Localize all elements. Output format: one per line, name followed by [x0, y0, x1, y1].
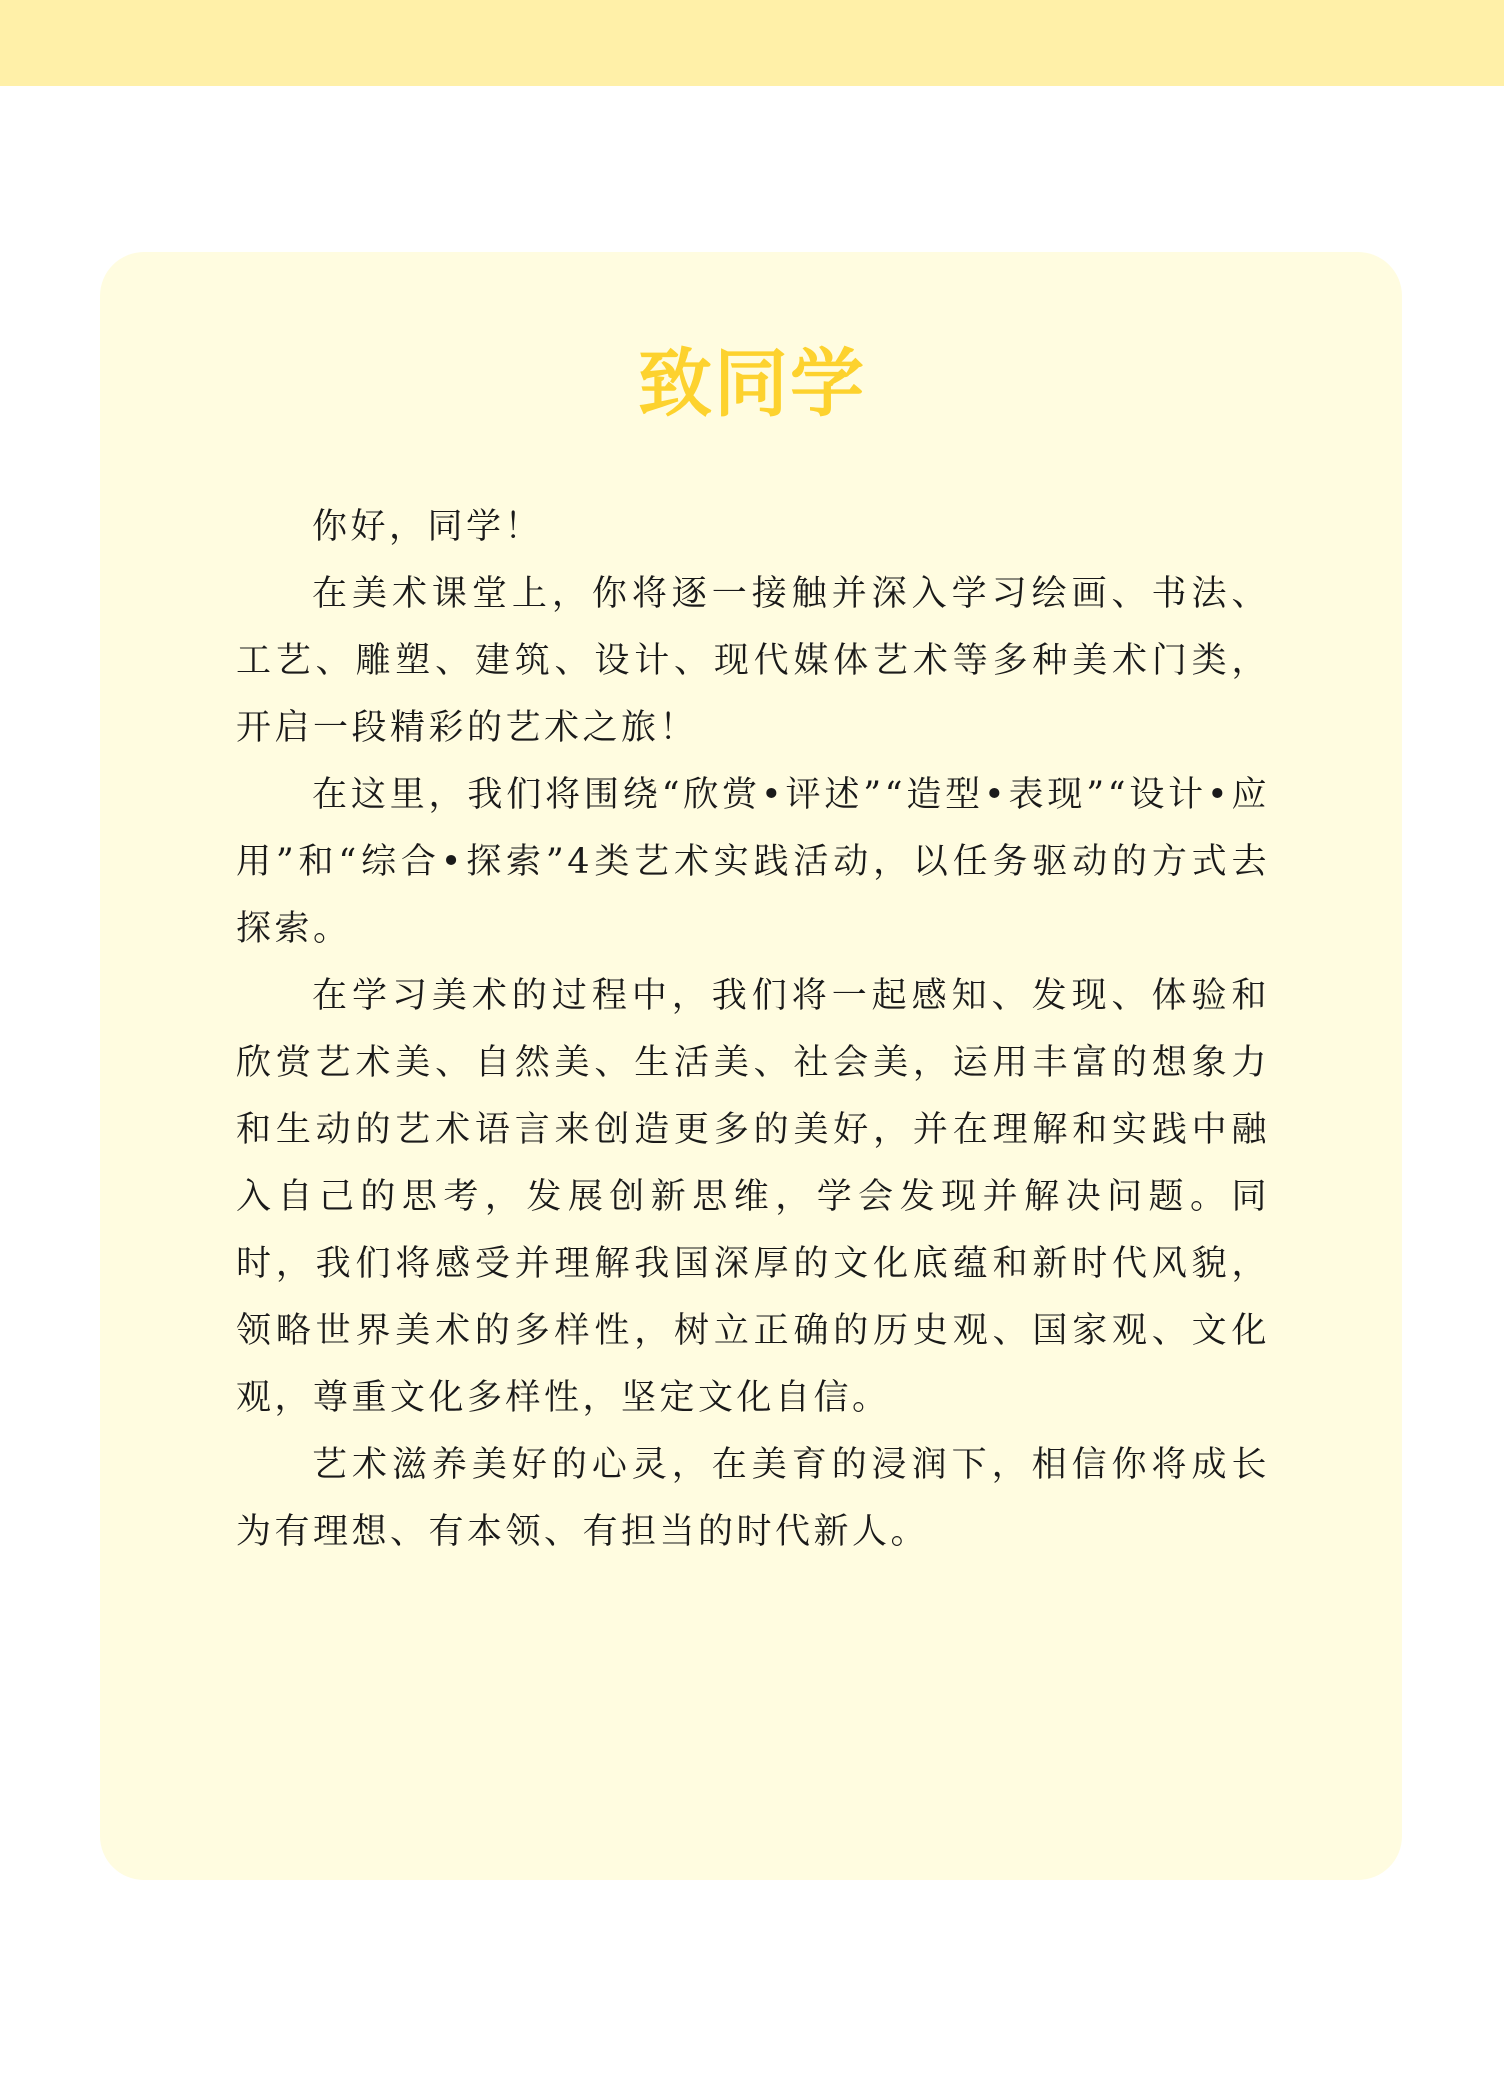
intro-paragraph: 在美术课堂上，你将逐一接触并深入学习绘画、书法、工艺、雕塑、建筑、设计、现代媒体艺术等多种美术门类，开启一段精彩的艺术之旅！: [236, 574, 1270, 748]
learning-paragraph: 在学习美术的过程中，我们将一起感知、发现、体验和欣赏艺术美、自然美、生活美、社会美，运用丰富的想象力和生动的艺术语言来创造更多的美好，并在理解和实践中融入自己的思考，发展创新思维，学会发现并解决问题。同时，我们将感受并理解我国深厚的文化底蕴和新时代风貌，领略世界美术的多样性，树立正确的历史观、国家观、文化观，尊重文化多样性，坚定文化自信。: [236, 976, 1270, 1418]
letter-body: [236, 494, 1270, 1566]
letter-title: 致同学: [638, 341, 866, 427]
top-color-band: [0, 0, 1504, 86]
closing-paragraph: 艺术滋养美好的心灵，在美育的浸润下，相信你将成长为有理想、有本领、有担当的时代新人。: [236, 1445, 1270, 1552]
activities-paragraph: 在这里，我们将围绕“欣赏•评述”“造型•表现”“设计•应用”和“综合•探索”4类艺术实践活动，以任务驱动的方式去探索。: [236, 775, 1270, 949]
greeting-paragraph: 你好，同学！: [312, 507, 544, 547]
